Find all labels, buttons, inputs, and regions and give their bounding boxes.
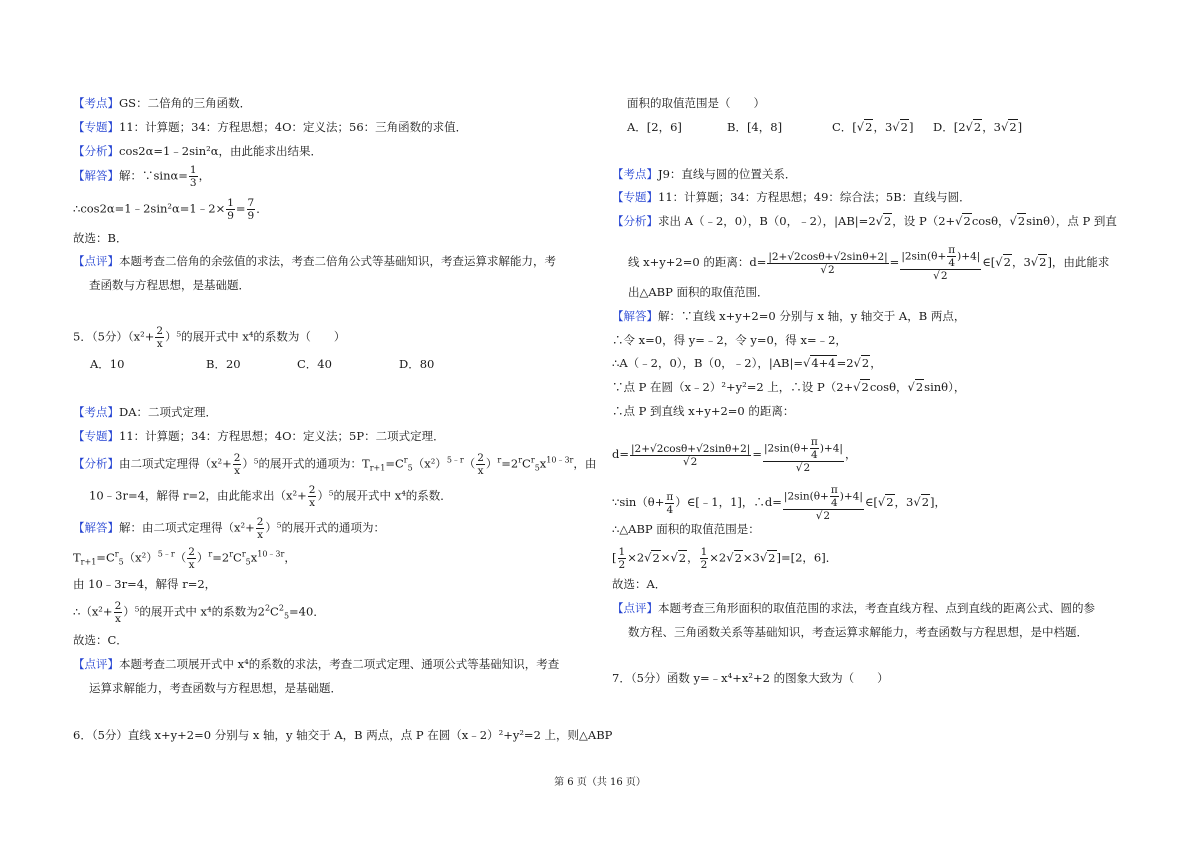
text-fragment: 2 <box>221 550 230 565</box>
denominator: √2 <box>815 510 831 522</box>
q5-dianping <box>73 656 559 672</box>
denominator: 4 <box>948 257 956 269</box>
fraction <box>476 452 485 477</box>
fraction <box>947 244 956 269</box>
numerator: 2 <box>233 452 241 464</box>
denominator: 4 <box>666 503 674 516</box>
text-fragment: =2 <box>836 356 854 370</box>
text-fragment: )+4| <box>839 490 863 503</box>
superscript: r <box>241 549 246 559</box>
fraction <box>700 546 709 571</box>
q7-stem: 7．（5分）函数 y=﹣x⁴+x²+2 的图象大致为（ ） <box>612 671 889 685</box>
text-fragment: 线 x+y+2=0 的距离：d= <box>628 255 767 269</box>
superscript: 5﹣r <box>446 455 464 465</box>
subscript: 5 <box>407 463 413 473</box>
q6-jieda-line-4: ∵点 P 在圆（x﹣2）²+y²=2 上，∴设 P（2+√2cosθ，√2sinθ）， <box>612 380 966 394</box>
q5-option-c: C．40 <box>297 357 332 371</box>
text-fragment: T <box>73 550 81 565</box>
sqrt-radicand: 2 <box>973 120 982 134</box>
text-fragment: sinθ），点 P 到直 <box>1026 214 1117 228</box>
q4-calc-post: ． <box>256 201 268 216</box>
sqrt-radicand: 2 <box>886 495 894 509</box>
zhuanti-tag: 【专题】 <box>612 190 658 204</box>
text-fragment: ∴（x²+ <box>73 604 113 619</box>
fraction <box>226 197 235 222</box>
left-column <box>73 0 613 848</box>
text-fragment: = <box>96 550 106 565</box>
superscript: r <box>530 455 535 465</box>
q6-zhuanti-text: 11：计算题；34：方程思想；49：综合法；5B：直线与圆． <box>658 190 971 204</box>
sqrt-radicand: 2 <box>828 263 835 276</box>
numerator: |2+√2cosθ+√2sinθ+2| <box>631 442 751 455</box>
text-fragment: ×2 <box>627 550 645 565</box>
q5-solve-r: 由 10﹣3r=4，解得 r=2， <box>73 577 217 591</box>
text-fragment: ]，由此能求 <box>1047 255 1110 269</box>
q5-kaodian <box>73 404 217 420</box>
q5-dianping-line-1: 本题考查二项展开式中 x⁴的系数的求法，考查二项式定理、通项公式等基础知识，考查 <box>119 657 560 671</box>
q5-option-d: D．80 <box>399 357 435 371</box>
text-fragment: （x²） <box>412 456 447 471</box>
text-fragment: sinθ）， <box>924 380 966 394</box>
superscript: r <box>229 549 234 559</box>
q6-kaodian-text: J9：直线与圆的位置关系． <box>658 167 797 181</box>
numerator: π <box>666 490 674 503</box>
sqrt-radicand: 2 <box>1009 120 1017 134</box>
zhuanti-tag: 【专题】 <box>73 429 119 443</box>
q4-calc <box>73 197 268 222</box>
text-fragment: |2sin(θ+ <box>763 442 809 455</box>
kaodian-tag: 【考点】 <box>73 96 119 110</box>
text-fragment: ×2 <box>709 550 727 565</box>
q4-kaodian-text: GS：二倍角的三角函数． <box>119 96 252 110</box>
fraction <box>763 436 844 474</box>
q6-dianping-line-2: 数方程、三角函数关系等基础知识，考查运算求解能力，考查函数与方程思想，是中档题． <box>628 625 1088 639</box>
q6-dianping <box>612 600 1095 616</box>
equals: = <box>889 255 900 269</box>
jieda-tag: 【解答】 <box>73 168 119 183</box>
subscript: r+1 <box>80 557 97 567</box>
subscript: 5 <box>534 463 540 473</box>
text-fragment: × <box>660 550 671 565</box>
denominator: x <box>234 465 241 477</box>
text-fragment: （x²） <box>123 550 158 565</box>
superscript: 2 <box>264 603 271 613</box>
text-fragment: ） <box>485 456 498 471</box>
denominator: x <box>188 559 195 571</box>
fraction <box>630 443 751 468</box>
text-fragment: C <box>522 456 531 471</box>
text-fragment: ] <box>1017 120 1023 134</box>
q5-answer: 故选：C． <box>73 633 128 647</box>
fraction <box>900 244 981 282</box>
sqrt-radicand: 2 <box>940 270 948 282</box>
text-fragment: ，3 <box>873 120 893 134</box>
q5-option-b: B．20 <box>206 357 241 371</box>
q6-fenxi-line-2: 线 x+y+2=0 的距离：d= $\frac{|2+√2\cos\theta+√2\sin\theta+2|}{√2}$ = |2sin(θ+ $\frac{\pi}{4}$ )+4| √2 ∈[√2，3√2]，由此能求 <box>628 244 1110 282</box>
text-fragment: 求出 A（﹣2，0），B（0，﹣2），|AB|=2 <box>658 214 876 228</box>
zhuanti-tag: 【专题】 <box>73 120 119 134</box>
denominator: 4 <box>811 449 818 461</box>
sqrt-radicand: 2 <box>883 214 892 228</box>
superscript: 10﹣3r <box>546 455 574 465</box>
text-fragment: ∵点 P 在圆（x﹣2）²+y²=2 上，∴设 P（2+ <box>612 380 854 394</box>
text-fragment: cosθ， <box>869 380 908 394</box>
sqrt-radicand: 2 <box>861 356 870 370</box>
text-fragment: ×3 <box>742 550 760 565</box>
sqrt-radicand: 2 <box>768 550 776 565</box>
sqrt-radicand: 2 <box>803 462 811 474</box>
q5-option-a: A．10 <box>90 357 125 371</box>
numerator: |2+√2cosθ+√2sinθ+2| <box>768 250 888 263</box>
superscript: 2 <box>278 603 284 613</box>
text-fragment: ] <box>908 120 914 134</box>
denominator: 2 <box>618 559 626 571</box>
sqrt-radicand: 2 <box>734 550 742 565</box>
denominator: x <box>257 529 264 541</box>
numerator: 1 <box>700 546 708 558</box>
q6-option-b: B．[4，8] <box>727 120 783 134</box>
text-fragment: ， <box>687 550 699 565</box>
denominator: 3 <box>189 177 197 189</box>
text-fragment: 10﹣3r=4，解得 r=2，由此能求出（x²+ <box>89 488 307 503</box>
fraction <box>233 452 242 477</box>
dianping-tag: 【点评】 <box>612 601 658 615</box>
text-fragment: ，由 <box>573 456 597 471</box>
q5-stem <box>73 325 345 350</box>
numerator: 2 <box>308 484 316 496</box>
right-column <box>612 0 1152 848</box>
numerator: 1 <box>618 546 626 558</box>
text-fragment: 2 <box>257 604 265 619</box>
numerator: π <box>948 244 956 256</box>
fenxi-tag: 【分析】 <box>73 144 119 158</box>
text-fragment: =40． <box>289 604 325 619</box>
fraction <box>308 484 317 509</box>
text-fragment: x <box>539 456 547 471</box>
sqrt-radicand: 4+4 <box>811 356 836 370</box>
jieda-tag: 【解答】 <box>612 309 658 323</box>
q4-dianping <box>73 253 556 269</box>
q4-dianping-line-1: 本题考查二倍角的余弦值的求法，考查二倍角公式等基础知识，考查运算求解能力，考 <box>119 254 556 268</box>
subscript: r+1 <box>369 463 386 473</box>
numerator <box>763 436 844 462</box>
fraction <box>189 164 198 189</box>
fraction <box>783 484 864 522</box>
denominator: x <box>477 465 484 477</box>
q5-coefficient <box>73 600 325 625</box>
q4-jieda-post: ， <box>198 168 211 183</box>
text-fragment: ，3 <box>894 495 914 509</box>
text-fragment: )+4| <box>819 442 843 455</box>
subscript: 5 <box>118 557 124 567</box>
denominator: 4 <box>830 497 838 509</box>
superscript: r <box>114 549 119 559</box>
q6-jieda-line-5: ∴点 P 到直线 x+y+2=0 的距离： <box>612 404 795 418</box>
fraction <box>247 197 256 222</box>
subscript: 5 <box>283 611 290 621</box>
q6-option-c: C．[√2，3√2] <box>832 120 914 134</box>
q6-option-d: D．[2√2，3√2] <box>933 120 1023 134</box>
q6-jieda-line-2: ∴令 x=0，得 y=﹣2，令 y=0，得 x=﹣2， <box>612 333 847 347</box>
q4-kaodian <box>73 95 251 111</box>
q6-jieda-line-3: ∴A（﹣2，0），B（0，﹣2），|AB|=√4+4=2√2， <box>612 356 882 370</box>
text-fragment: 解：由二项式定理得（x²+ <box>119 520 255 535</box>
q6-answer: 故选：A． <box>612 577 667 591</box>
fenxi-tag: 【分析】 <box>612 214 658 228</box>
text-fragment: = <box>212 550 222 565</box>
q5-kaodian-text: DA：二项式定理． <box>119 405 218 419</box>
q6-jieda-line-1: 解：∵直线 x+y+2=0 分别与 x 轴，y 轴交于 A，B 两点， <box>658 309 966 323</box>
superscript: r <box>403 455 408 465</box>
text-fragment: （ <box>463 456 476 471</box>
q4-calc-pre: ∴cos2α=1﹣2sin²α=1﹣2× <box>73 201 226 216</box>
q6-stem: 6．（5分）直线 x+y+2=0 分别与 x 轴，y 轴交于 A，B 两点，点 P 在圆（x﹣2）²+y²=2 上，则△ABP <box>73 728 613 742</box>
text-fragment: ∈[ <box>864 495 878 509</box>
fraction <box>665 491 674 516</box>
fraction <box>618 546 627 571</box>
q6-fenxi: 【分析】求出 A（﹣2，0），B（0，﹣2），|AB|=2√2，设 P（2+√2cosθ，√2sinθ），点 P 到直 <box>612 214 1117 228</box>
text-fragment: C <box>394 456 404 471</box>
equals: = <box>235 201 246 216</box>
q5-stem-pre: 5．（5分）（x²+ <box>73 329 155 344</box>
dianping-tag: 【点评】 <box>73 657 119 671</box>
text-fragment: ， <box>284 550 296 565</box>
text-fragment: ， <box>844 447 857 461</box>
numerator: 2 <box>156 325 164 337</box>
text-fragment: |2sin(θ+ <box>783 490 829 503</box>
sqrt-radicand: 2 <box>865 120 873 134</box>
sqrt-radicand: 2 <box>915 380 924 394</box>
superscript: r <box>518 455 523 465</box>
denominator: 2 <box>700 559 708 571</box>
superscript: r <box>497 455 502 465</box>
text-fragment: ]=[2，6]． <box>776 550 838 565</box>
denominator: √2 <box>795 462 811 474</box>
numerator: 2 <box>477 452 484 464</box>
dianping-tag: 【点评】 <box>73 254 119 268</box>
kaodian-tag: 【考点】 <box>612 167 658 181</box>
text-fragment: ，3 <box>1011 255 1031 269</box>
text-fragment: ∴A（﹣2，0），B（0，﹣2），|AB|= <box>612 356 803 370</box>
text-fragment: = <box>501 456 511 471</box>
superscript: 10﹣3r <box>257 549 285 559</box>
equals: = <box>752 447 762 461</box>
denominator: 9 <box>227 210 234 222</box>
numerator: 2 <box>188 546 195 558</box>
subscript: 5 <box>245 557 251 567</box>
page-footer: 第 6 页（共 16 页） <box>554 777 646 788</box>
q6-dianping-line-1: 本题考查三角形面积的取值范围的求法，考查直线方程、点到直线的距离公式、圆的参 <box>658 601 1095 615</box>
numerator: π <box>810 436 818 448</box>
q6-sin-range: ∵sin（θ+ $\frac{\pi}{4}$ ）∈[﹣1，1]，∴d= |2sin(θ+ $\frac{\pi}{4}$ )+4| √2 ∈[√2，3√2]， <box>612 484 947 522</box>
text-fragment: |2sin(θ+ <box>901 250 947 263</box>
text-fragment: ） <box>196 550 209 565</box>
text-fragment: C．[ <box>832 120 857 134</box>
text-fragment: ，3 <box>982 120 1002 134</box>
text-fragment: （ <box>174 550 187 565</box>
text-fragment: 2 <box>510 456 519 471</box>
q5-zhuanti-text: 11：计算题；34：方程思想；4O：定义法；5P：二项式定理． <box>119 429 445 443</box>
text-fragment: C <box>270 604 279 619</box>
fraction <box>767 251 888 276</box>
sqrt-radicand: 2 <box>1003 255 1011 269</box>
q4-fenxi-text: cos2α=1﹣2sin²α，由此能求出结果． <box>119 144 322 158</box>
denominator: √2 <box>933 270 948 282</box>
text-fragment: 由二项式定理得（x²+ <box>119 456 232 471</box>
q6-fenxi-line-3: 出△ABP 面积的取值范围． <box>628 285 769 299</box>
q4-dianping-line-2: 查函数与方程思想，是基础题． <box>89 278 250 292</box>
text-fragment: ]， <box>930 495 947 509</box>
fraction <box>155 325 164 350</box>
sqrt-radicand: 2 <box>1039 255 1047 269</box>
numerator: 7 <box>247 197 255 209</box>
sqrt-radicand: 2 <box>900 120 908 134</box>
sqrt-radicand: 2 <box>678 550 687 565</box>
q6-area-range: [ $\frac{1}{2}$ ×2√2×√2， $\frac{1}{2}$ ×2√2×3√2]=[2，6]． <box>612 546 838 571</box>
q4-zhuanti <box>73 119 467 135</box>
numerator <box>783 484 864 510</box>
sqrt-radicand: 2 <box>652 550 660 565</box>
q6-stem-continued: 面积的取值范围是（ ） <box>627 96 765 110</box>
q5-zhuanti <box>73 428 445 444</box>
text-fragment: C <box>105 550 115 565</box>
text-fragment: )+4| <box>957 250 981 263</box>
text-fragment: ∵sin（θ+ <box>612 495 665 509</box>
q5-fenxi-line-2 <box>89 484 452 509</box>
text-fragment: ）⁵的展开式的通项为： <box>265 520 386 535</box>
text-fragment: ）⁵的展开式中 x⁴的系数． <box>317 488 452 503</box>
q5-general-term <box>73 546 296 571</box>
sqrt-radicand: 2 <box>963 214 971 228</box>
numerator: 1 <box>189 164 197 176</box>
fraction <box>810 436 819 461</box>
text-fragment: ，设 P（2+ <box>892 214 956 228</box>
text-fragment: d= <box>612 447 629 461</box>
text-fragment: C <box>233 550 242 565</box>
q4-jieda-pre: 解：∵sinα= <box>119 168 188 183</box>
q6-area-label: ∴△ABP 面积的取值范围是： <box>612 522 760 536</box>
fraction <box>187 546 196 571</box>
q6-jieda <box>612 308 965 324</box>
denominator: √2 <box>820 263 835 276</box>
sqrt-radicand: 2 <box>861 380 869 394</box>
q5-dianping-line-2: 运算求解能力，考查函数与方程思想，是基础题． <box>89 681 342 695</box>
q4-jieda <box>73 164 210 189</box>
text-fragment: ）⁵的展开式中 x⁴的系数为 <box>123 604 258 619</box>
numerator: 2 <box>114 600 122 612</box>
denominator: 9 <box>247 210 255 222</box>
denominator: x <box>156 338 163 350</box>
jieda-tag: 【解答】 <box>73 520 119 535</box>
denominator: x <box>114 613 121 625</box>
numerator <box>900 244 981 270</box>
numerator: π <box>830 484 838 496</box>
q5-stem-post: ）⁵的展开式中 x⁴的系数为（ ） <box>165 329 346 344</box>
numerator: 2 <box>256 516 264 528</box>
q4-zhuanti-text: 11：计算题；34：方程思想；4O：定义法；56：三角函数的求值． <box>119 120 468 134</box>
q4-fenxi <box>73 143 322 159</box>
sqrt-radicand: 2 <box>921 495 930 509</box>
text-fragment: [ <box>612 550 617 565</box>
denominator: x <box>309 497 316 509</box>
kaodian-tag: 【考点】 <box>73 405 119 419</box>
q6-distance-formula <box>612 436 856 474</box>
superscript: 5﹣r <box>157 549 175 559</box>
text-fragment: ∈[ <box>982 255 996 269</box>
fraction <box>830 484 839 509</box>
text-fragment: cosθ， <box>971 214 1010 228</box>
text-fragment: D．[2 <box>933 120 966 134</box>
sqrt-radicand: 2 <box>1017 214 1026 228</box>
text-fragment: ）∈[﹣1，1]，∴d= <box>675 495 782 509</box>
text-fragment: ）⁵的展开式的通项为：T <box>242 456 370 471</box>
fraction <box>114 600 123 625</box>
sqrt-radicand: 2 <box>823 510 831 522</box>
q6-option-a: A．[2，6] <box>627 120 682 134</box>
q4-answer: 故选：B． <box>73 231 128 245</box>
q5-jieda <box>73 516 385 541</box>
fenxi-tag: 【分析】 <box>73 456 119 471</box>
sqrt-radicand: 2 <box>690 455 698 468</box>
q6-kaodian <box>612 166 796 182</box>
text-fragment: = <box>385 456 395 471</box>
denominator: √2 <box>682 455 698 468</box>
text-fragment: x <box>250 550 258 565</box>
q6-zhuanti <box>612 189 971 205</box>
numerator: 1 <box>227 197 234 209</box>
q5-fenxi <box>73 452 596 477</box>
text-fragment: ， <box>870 356 882 370</box>
superscript: r <box>208 549 213 559</box>
fraction <box>256 516 265 541</box>
